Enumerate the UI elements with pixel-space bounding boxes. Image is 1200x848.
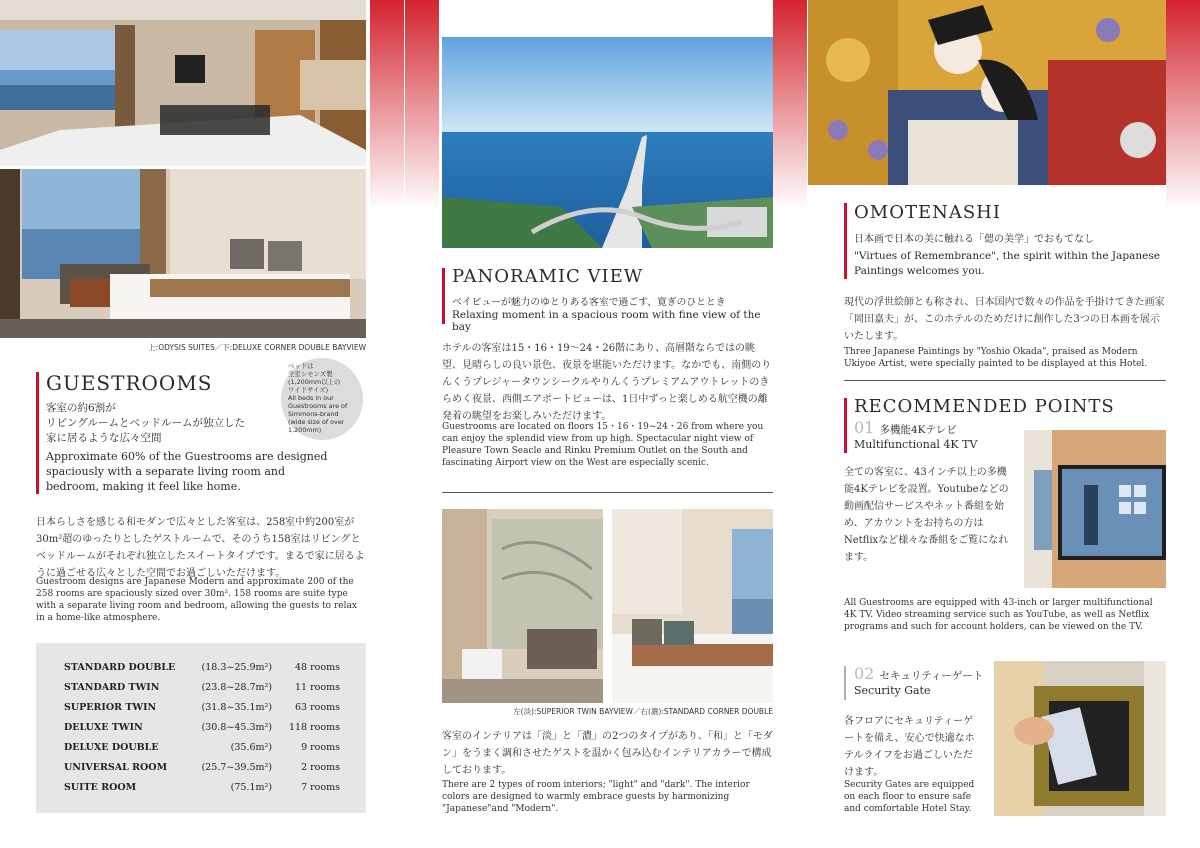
suite-photo [0, 0, 366, 166]
omotenashi-body-jp: 現代の浮世絵師とも称され、日本国内で数々の作品を手掛けてきた画家「岡田嘉夫」が、このホテルのためだけに創作した3つの日本画を展示いたします。 [844, 297, 1165, 342]
japanese-painting-photo [808, 0, 1166, 185]
interior-photo-caption: 左(淡):SUPERIOR TWIN BAYVIEW／右(濃):STANDARD CORNER DOUBLE [513, 707, 773, 716]
panoramic-body-jp: ホテルの客室は15・16・19～24・26階にあり、高層階ならではの眺望、見晴らしの良い景色、夜景を堪能いただけます。なかでも、南側のりんくうプレジャータウンシークルやりんくうプレミアムアウトレットのきらめく夜景、西側エアポートビューは、1日中ずっと楽しめる航空機の離発着の眺望をお楽しみいただけます。 [442, 343, 772, 422]
panoramic-title: PANORAMIC VIEW [452, 266, 644, 287]
recommended-title: RECOMMENDED POINTS [854, 396, 1115, 417]
guestrooms-subtitle-jp: 客室の約6割が リビングルームとベッドルームが独立した 家に居るような広々空間 [46, 402, 245, 444]
room-name-cell: SUITE ROOM [64, 781, 137, 793]
guestrooms-body-en: Guestroom designs are Japanese Modern and approximate 200 of the 258 rooms are spaciously sized over 30m². 158 rooms are suite type with a separate living room and bedroom, allowing the guests to relax in a home-like atmosphere. [36, 577, 357, 623]
room-count-cell: 7 rooms [301, 781, 340, 793]
room-count-cell: 63 rooms [295, 701, 340, 713]
room-count-cell: 48 rooms [295, 661, 340, 673]
room-count-cell: 9 rooms [301, 741, 340, 753]
room-table-row [64, 697, 340, 717]
room-count-cell: 118 rooms [288, 721, 340, 733]
interior-body-en: There are 2 types of room interiors; "light" and "dark". The interior colors are designed to warmly embrace guests by harmonizing "Japanese"and "Modern". [442, 780, 750, 814]
room-count-cell: 11 rooms [295, 681, 340, 693]
point-02-accent-bar [844, 666, 846, 700]
room-size-cell: (30.8~45.3m²) [201, 721, 273, 733]
room-name-cell: DELUXE DOUBLE [64, 741, 159, 753]
room-size-cell: (31.8~35.1m²) [201, 701, 273, 713]
security-gate-photo [994, 661, 1166, 816]
red-edge-strip-far-right [1166, 0, 1200, 210]
point-02-title-en: Security Gate [854, 684, 931, 697]
panoramic-subtitle-jp: ベイビューが魅力のゆとりある客室で過ごす、寛ぎのひととき [452, 297, 726, 308]
omotenashi-title: OMOTENASHI [854, 202, 1001, 223]
deluxe-corner-photo [0, 169, 366, 338]
room-size-cell: (18.3~25.9m²) [201, 661, 273, 673]
room-table-row [64, 717, 340, 737]
omotenashi-accent-bar [844, 203, 847, 279]
red-edge-strip-center [405, 0, 439, 210]
guestrooms-photo-caption: 上:ODYSIS SUITES／下:DELUXE CORNER DOUBLE BAYVIEW [148, 343, 366, 352]
room-table-row [64, 757, 340, 777]
room-size-cell: (23.8~28.7m²) [201, 681, 273, 693]
point-01-title-en: Multifunctional 4K TV [854, 438, 978, 451]
room-table-row [64, 657, 340, 677]
point-02-body-jp: 各フロアにセキュリティーゲートを備え、安心で快適なホテルライフをお過ごしいただけます。 [844, 716, 975, 778]
omotenashi-subtitle-jp: 日本画で日本の美に触れる「偲の美学」でおもてなし [854, 234, 1094, 245]
omotenashi-subtitle-en: "Virtues of Remembrance", the spirit within the Japanese Paintings welcomes you. [854, 250, 1160, 277]
point-01-body-jp: 全ての客室に、43インチ以上の多機能4Kテレビを設置。Youtubeなどの動画配信サービスやネット番組を始め、アカウントをお持ちの方はNetflixなど様々な番組をご覧になれます。 [844, 467, 1009, 563]
room-table-row [64, 737, 340, 757]
room-name-cell: STANDARD DOUBLE [64, 661, 176, 673]
point-02-title-jp: セキュリティーゲート [879, 670, 984, 682]
room-size-cell: (35.6m²) [230, 741, 273, 753]
superior-twin-photo [442, 509, 603, 703]
point-02-heading [854, 664, 1004, 697]
room-size-cell: (25.7~39.5m²) [201, 761, 273, 773]
room-name-cell: SUPERIOR TWIN [64, 701, 157, 713]
red-edge-strip-right [773, 0, 807, 210]
panoramic-accent-bar [442, 268, 445, 324]
room-count-cell: 2 rooms [301, 761, 340, 773]
point-02-number: 02 [854, 664, 875, 683]
panoramic-subtitle-en: Relaxing moment in a spacious room with fine view of the bay [452, 309, 761, 333]
room-size-cell: (75.1m²) [230, 781, 273, 793]
room-name-cell: STANDARD TWIN [64, 681, 160, 693]
point-01-heading [854, 418, 1029, 451]
room-name-cell: UNIVERSAL ROOM [64, 761, 168, 773]
point-01-body-en: All Guestrooms are equipped with 43-inch or larger multifunctional 4K TV. Video streaming service such as YouTube, as well as Netflix programs and such for account holders, can be viewed on the TV. [844, 598, 1153, 632]
room-table [64, 657, 340, 797]
recommended-accent-bar [844, 398, 847, 453]
room-table-row [64, 677, 340, 697]
point-01-title-jp: 多機能4Kテレビ [879, 424, 957, 436]
guestrooms-subtitle-en: Approximate 60% of the Guestrooms are designed spaciously with a separate living room and bedroom, making it feel like home. [46, 450, 328, 493]
bed-info-badge-text: ベッドは 全室シモンズ製 (1,200mm以上の ワイドサイズ) All beds in our Guestrooms are of Simmons-brand (wide size of over 1,200mm) [288, 362, 348, 434]
room-name-cell: DELUXE TWIN [64, 721, 143, 733]
omotenashi-body-en: Three Japanese Paintings by "Yoshio Okada", praised as Modern Ukiyoe Artist, were specially painted to be displayed at this Hotel. [844, 347, 1148, 369]
point-01-number: 01 [854, 418, 875, 437]
point-02-body-en: Security Gates are equipped on each floor to ensure safe and comfortable Hotel Stay. [844, 780, 975, 814]
room-table-row [64, 777, 340, 797]
standard-corner-double-photo [612, 509, 773, 703]
bridge-bay-photo [442, 37, 773, 248]
guestrooms-accent-bar [36, 372, 39, 494]
omotenashi-divider [844, 380, 1166, 381]
interior-body-jp: 客室のインテリアは「淡」と「濃」の2つのタイプがあり、「和」と「モダン」をうまく調和させたゲストを温かく包み込むインテリアカラーで構成しております。 [442, 731, 773, 776]
tv-photo [1024, 430, 1166, 588]
red-edge-strip-left [370, 0, 404, 210]
guestrooms-title: GUESTROOMS [46, 371, 213, 395]
guestrooms-body-jp: 日本らしさを感じる和モダンで広々とした客室は、258室中約200室が30m²超のゆったりとしたゲストルームで、そのうち158室はリビングとベッドルームがそれぞれ独立したスイートタイプです。まるで家に居るように過ごせる広々とした空間でお過ごしいただけます。 [36, 517, 365, 579]
panoramic-divider [442, 492, 773, 493]
panoramic-body-en: Guestrooms are located on floors 15・16・19~24・26 from where you can enjoy the splendid view from up high. Spectacular night view of Pleasure Town Seacle and Rinku Premium Outlet on the South and fascinating Airport view on the West are especially scenic. [442, 422, 764, 468]
